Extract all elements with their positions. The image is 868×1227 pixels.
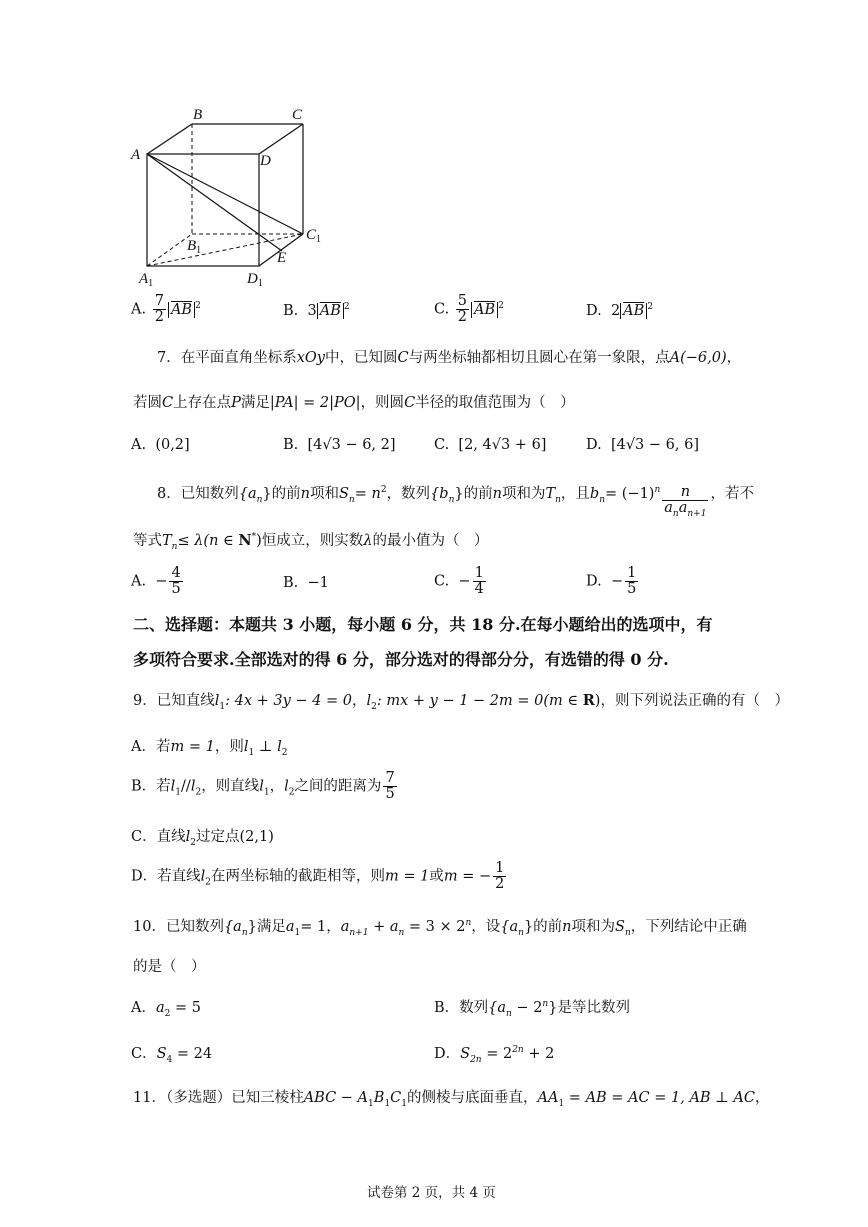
q6-option-d: D. 2 $\overline{AB}$ $^2$ bbox=[586, 302, 654, 319]
label-B: B bbox=[193, 107, 203, 123]
label-D1: $D_1$ bbox=[247, 271, 263, 289]
q7-stem-line1: 7．在平面直角坐标系xOy中，已知圆C与两坐标轴都相切且圆心在第一象限，点A(−6,0)， bbox=[157, 350, 742, 366]
q8-option-c: C. − $\frac{1}{4}$ bbox=[434, 565, 484, 598]
q8-option-d: D. − $\frac{1}{5}$ bbox=[586, 565, 637, 598]
q9-option-d: D．若直线$l_2$在两坐标轴的截距相等，则m = 1或m = − $\frac{1}{2}$ bbox=[131, 860, 505, 893]
q8-option-a: A. − $\frac{4}{5}$ bbox=[131, 565, 181, 598]
q8-option-b: B. −1 bbox=[283, 575, 329, 591]
q11-stem: 11．（多选题）已知三棱柱ABC − $A_1B_1C_1$的侧棱与底面垂直，$AA_1$ = AB = AC = 1, AB ⊥ AC， bbox=[133, 1090, 770, 1109]
section2-heading-line1: 二、选择题：本题共 3 小题，每小题 6 分，共 18 分.在每小题给出的选项中，有 bbox=[133, 615, 713, 634]
section2-heading-line2: 多项符合要求.全部选对的得 6 分，部分选对的得部分分，有选错的得 0 分. bbox=[133, 650, 669, 669]
q9-stem: 9．已知直线$l_1$: 4x + 3y − 4 = 0，$l_2$: mx + y − 1 − 2m = 0(m ∈ R)，则下列说法正确的有（ ） bbox=[133, 692, 789, 712]
label-E: E bbox=[277, 250, 287, 266]
q7-option-b: B. [4√3 − 6, 2] bbox=[283, 437, 396, 453]
label-D: D bbox=[260, 153, 271, 169]
q8-bn-fraction: $\frac{n}{a_na_{n+1}}$ bbox=[664, 483, 707, 519]
label-A: A bbox=[131, 147, 141, 163]
edge-DC bbox=[259, 124, 303, 154]
q8-stem-line2: 等式$T_n\le \lambda(n$ ∈ N*)恒成立，则实数λ的最小值为（ ） bbox=[133, 532, 489, 552]
q10-stem-line2: 的是（ ） bbox=[133, 959, 206, 975]
q6-option-a: A. $\frac{7}{2}$ $\overline{AB}$ $^2$ bbox=[131, 293, 201, 326]
label-A1: $A_1$ bbox=[139, 271, 154, 289]
q10-option-c: C．$S_4 = 24$ bbox=[131, 1046, 213, 1065]
q10-option-b: B．数列$\{a_n - 2^n\}$是等比数列 bbox=[434, 999, 630, 1019]
page-footer: 试卷第 2 页，共 4 页 bbox=[367, 1185, 496, 1201]
q10-stem-line1: 10．已知数列$\{a_n\}$满足$a_1= 1$，$a_{n+1} + a_n = 3 \times 2^n$，设$\{a_n\}$的前n项和为$S_n$，下列结论中正确 bbox=[133, 918, 747, 938]
q7-option-d: D. [4√3 − 6, 6] bbox=[586, 437, 699, 453]
q7-stem-line2: 若圆C上存在点P满足|PA| = 2|PO|，则圆C半径的取值范围为（ ） bbox=[133, 395, 575, 411]
label-C1: $C_1$ bbox=[306, 227, 322, 245]
q9-option-c: C．直线$l_2$过定点(2,1) bbox=[131, 829, 274, 848]
q9-option-a: A．若m = 1，则$l_1$ ⊥ $l_2$ bbox=[131, 739, 288, 758]
front-face bbox=[147, 154, 259, 266]
label-B1: $B_1$ bbox=[187, 238, 202, 256]
segment-AC1 bbox=[147, 154, 303, 234]
q7-option-a: A. (0,2] bbox=[131, 437, 190, 453]
cube-figure bbox=[120, 100, 340, 295]
q7-option-c: C. [2, 4√3 + 6] bbox=[434, 437, 547, 453]
edge-AB bbox=[147, 124, 192, 154]
q8-stem-line1: 8．已知数列$\{a_n\}$的前n项和$S_n= n^2$，数列$\{b_n\}$的前n项和为$T_n$，且$b_n= (-1)^n$ $\frac{n}{a_na_{n+1}}$ ，若不 bbox=[157, 483, 754, 519]
q10-option-a: A．$a_2 = 5$ bbox=[131, 1000, 201, 1019]
q6-option-b: B. 3 $\overline{AB}$ $^2$ bbox=[283, 302, 350, 319]
q9-option-b: B．若$l_1//l_2$，则直线$l_1$，$l_2$之间的距离为 $\frac{7}{5}$ bbox=[131, 770, 395, 803]
q10-option-d: D．$S_{2n} = 2^{2n} + 2$ bbox=[434, 1045, 555, 1065]
label-C: C bbox=[292, 107, 303, 123]
q6-option-c: C. $\frac{5}{2}$ $\overline{AB}$ $^2$ bbox=[434, 293, 504, 326]
